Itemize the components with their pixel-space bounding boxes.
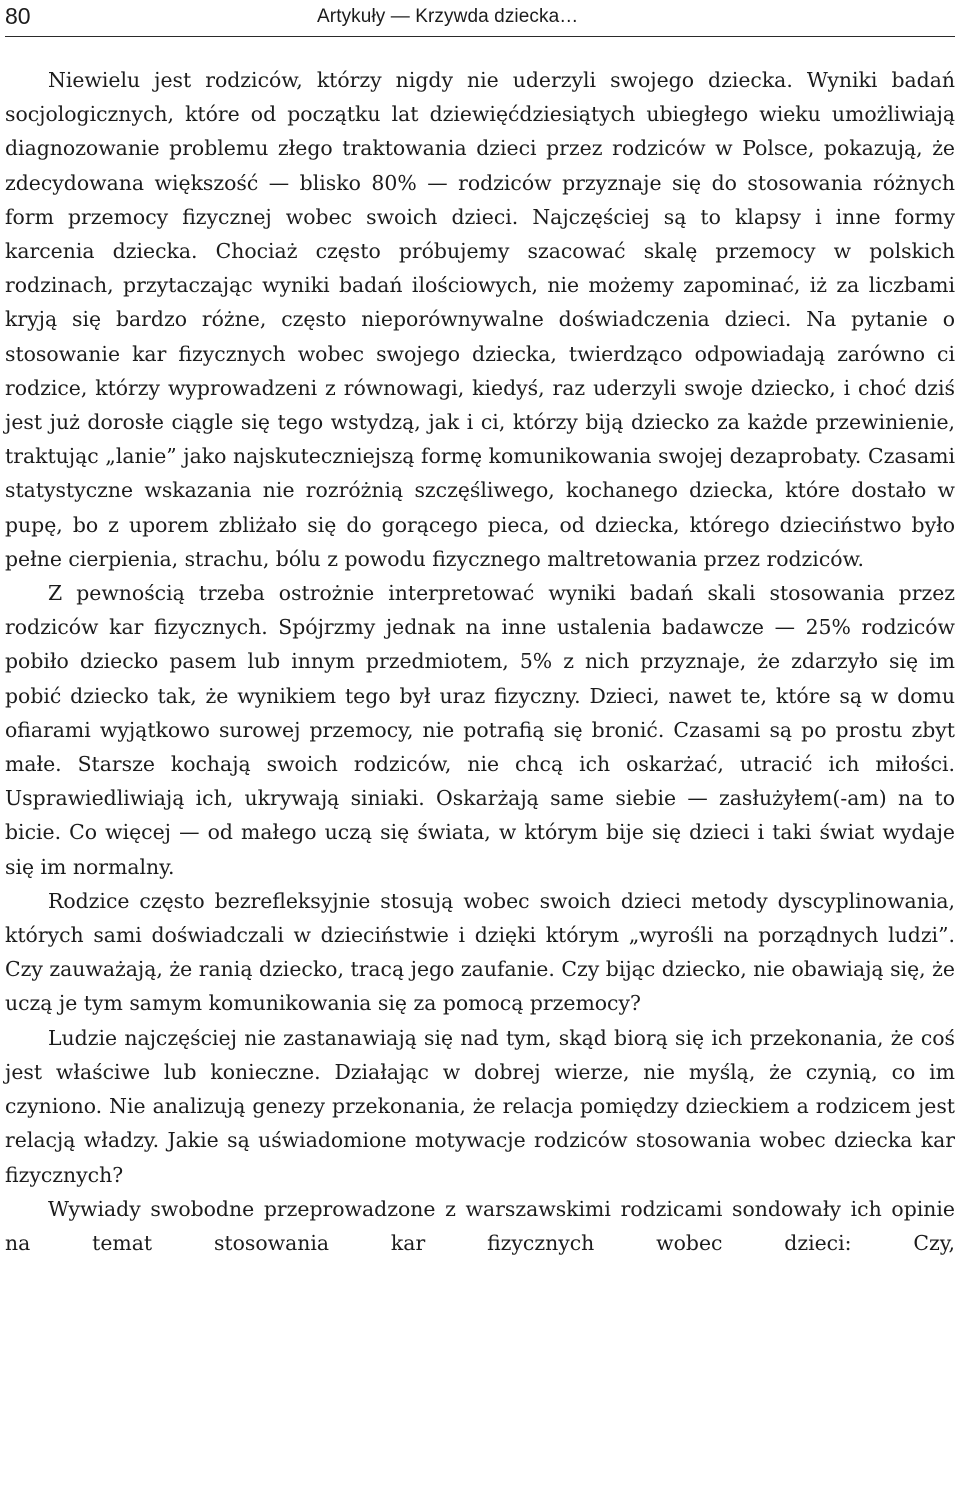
paragraph: Wywiady swobodne przeprowadzone z warszawskimi rodzicami sondowały ich opinie na temat stosowania kar fizycznych wobec dzieci: Czy, — [5, 1196, 955, 1255]
paragraph: Ludzie najczęściej nie zastanawiają się nad tym, skąd biorą się ich przekonania, że coś jest właściwe lub konieczne. Działając w dobrej wierze, nie myślą, że czynią, co im czyniono. Nie analizują genezy przekonania, że relacja pomiędzy dzieckiem a rodzicem jest relacją władzy. Jakie są uświadomione motywacje rodziców stosowania wobec dziecka kar fizycznych? — [5, 1025, 955, 1187]
page-number: 80 — [5, 3, 31, 29]
paragraph: Rodzice często bezrefleksyjnie stosują wobec swoich dzieci metody dyscyplinowania, których sami doświadczali w dzieciństwie i dzięki którym „wyrośli na porządnych ludzi”. Czy zauważają, że ranią dziecko, tracą jego zaufanie. Czy bijąc dziecko, nie obawiają się, że uczą je tym samym komunikowania się za pomocą przemocy? — [5, 888, 955, 1016]
paragraph: Z pewnością trzeba ostrożnie interpretować wyniki badań skali stosowania przez rodziców kar fizycznych. Spójrzmy jednak na inne ustalenia badawcze — 25% rodziców pobiło dziecko pasem lub innym przedmiotem, 5% z nich przyznaje, że zdarzyło się im pobić dziecko tak, że wynikiem tego był uraz fizyczny. Dzieci, nawet te, które są w domu ofiarami wyjątkowo surowej przemocy, nie potrafią się bronić. Czasami są po prostu zbyt małe. Starsze kochają swoich rodziców, nie chcą ich oskarżać, utracić ich miłości. Usprawiedliwiają ich, ukrywają siniaki. Oskarżają same siebie — zasłużyłem(-am) na to bicie. Co więcej — od małego uczą się świata, w którym bije się dzieci i taki świat wydaje się im normalny. — [5, 581, 955, 879]
article-body — [5, 63, 955, 1260]
paragraph: Niewielu jest rodziców, którzy nigdy nie uderzyli swojego dziecka. Wyniki badań socjologicznych, które od początku lat dziewięćdziesiątych ubiegłego wieku umożliwiają diagnozowanie problemu złego traktowania dzieci przez rodziców w Polsce, pokazują, że zdecydowana większość — blisko 80% — rodziców przyznaje się do stosowania różnych form przemocy fizycznej wobec swoich dzieci. Najczęściej są to klapsy i inne formy karcenia dziecka. Chociaż często próbujemy szacować skalę przemocy w polskich rodzinach, przytaczając wyniki badań ilościowych, nie możemy zapominać, iż za liczbami kryją się bardzo różne, często nieporównywalne doświadczenia dzieci. Na pytanie o stosowanie kar fizycznych wobec swojego dziecka, twierdząco odpowiadają zarówno ci rodzice, którzy wyprowadzeni z równowagi, kiedyś, raz uderzyli swoje dziecko, i choć dziś jest już dorosłe ciągle się tego wstydzą, jak i ci, którzy biją dziecko za każde przewinienie, traktując „lanie” jako najskuteczniejszą formę komunikowania swojej dezaprobaty. Czasami statystyczne wskazania nie rozróżnią szczęśliwego, kochanego dziecka, które dostało w pupę, bo z uporem zbliżało się do gorącego pieca, od dziecka, którego dzieciństwo było pełne cierpienia, strachu, bólu z powodu fizycznego maltretowania przez rodziców. — [5, 68, 955, 571]
running-header — [5, 0, 955, 37]
running-title: Artykuły — Krzywda dziecka… — [317, 6, 579, 27]
